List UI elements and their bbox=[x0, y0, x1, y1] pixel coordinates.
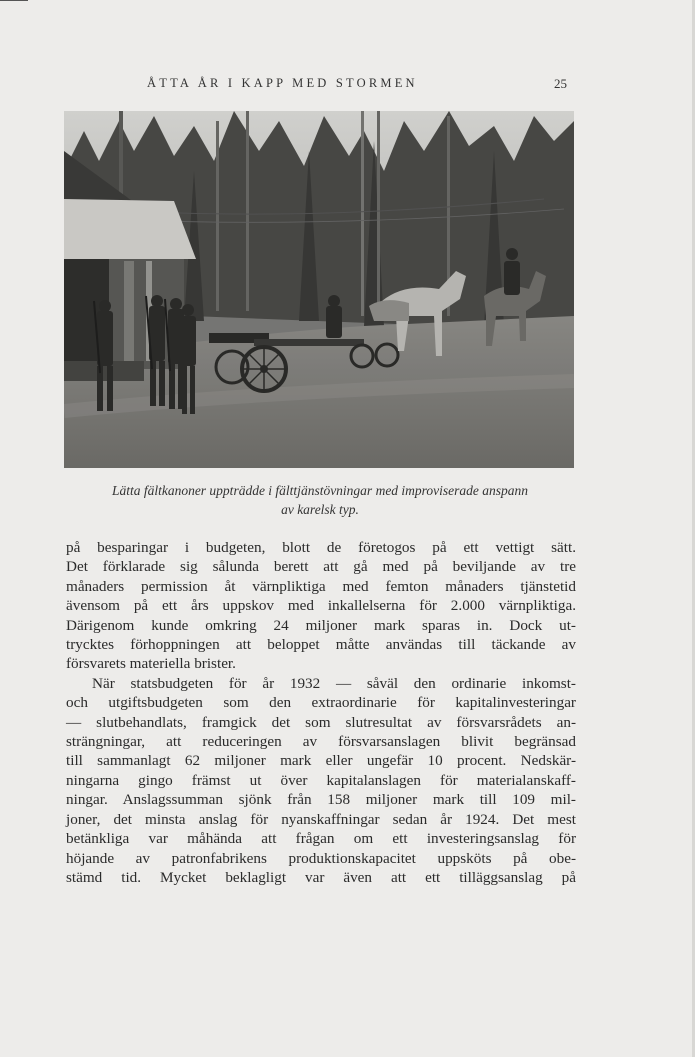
text-line: försvarets materiella brister. bbox=[66, 655, 236, 673]
text-line: När statsbudgeten för år 1932 — såväl den ordinarie inkomst- bbox=[92, 674, 576, 692]
text-line: Det förklarade sig sålunda berett att gå med på beviljande av tre bbox=[66, 558, 576, 576]
text-line: månaders permission åt värnpliktiga med femton månaders tjänstetid bbox=[66, 577, 576, 595]
running-head bbox=[147, 76, 567, 94]
caption-line-2: av karelsk typ. bbox=[281, 502, 359, 517]
caption-line-1: Lätta fältkanoner uppträdde i fälttjänstövningar med improviserade anspann bbox=[111, 483, 529, 498]
running-head-title: ÅTTA ÅR I KAPP MED STORMEN bbox=[147, 76, 418, 90]
body-text bbox=[66, 538, 576, 887]
text-line: ävensom på ett års uppskov med inkallelserna för 2.000 värnpliktiga. bbox=[66, 597, 576, 615]
text-line: till sammanlagt 62 miljoner mark eller ungefär 10 procent. Nedskär- bbox=[66, 752, 576, 770]
page-number: 25 bbox=[554, 76, 567, 91]
text-line: stämd tid. Mycket beklagligt var även att ett tilläggsanslag på bbox=[66, 868, 576, 886]
text-line: Därigenom kunde omkring 24 miljoner mark sparas in. Dock ut- bbox=[66, 616, 576, 634]
text-line: strängningar, att reduceringen av försvarsanslagen blivit begränsad bbox=[66, 733, 576, 751]
scan-corner-mark bbox=[0, 0, 28, 1]
text-line: joner, det minsta anslag för nyanskaffningar sedan år 1924. Det mest bbox=[66, 810, 576, 828]
text-line: ningarna gingo främst ut över kapitalanslagen för materialanskaff- bbox=[66, 771, 576, 789]
text-line: betänkliga var måhända att frågan om ett investeringsanslag för bbox=[66, 830, 576, 848]
figure-caption bbox=[70, 481, 570, 519]
text-line: på besparingar i budgeten, blott de företogos på ett vettigt sätt. bbox=[66, 539, 576, 556]
text-line: trycktes förhoppningen att beloppet måtte användas till täckande av bbox=[66, 636, 576, 654]
text-line: höjande av patronfabrikens produktionskapacitet uppsköts på obe- bbox=[66, 849, 576, 867]
text-line: och utgiftsbudgeten som den extraordinarie för kapitalinvesteringar bbox=[66, 694, 576, 712]
photograph-field-cannons bbox=[64, 111, 574, 468]
text-line: — slutbehandlats, framgick det som slutresultat av försvarsrådets an- bbox=[66, 713, 576, 731]
text-line: ningar. Anslagssumman sjönk från 158 miljoner mark till 109 mil- bbox=[66, 791, 576, 809]
